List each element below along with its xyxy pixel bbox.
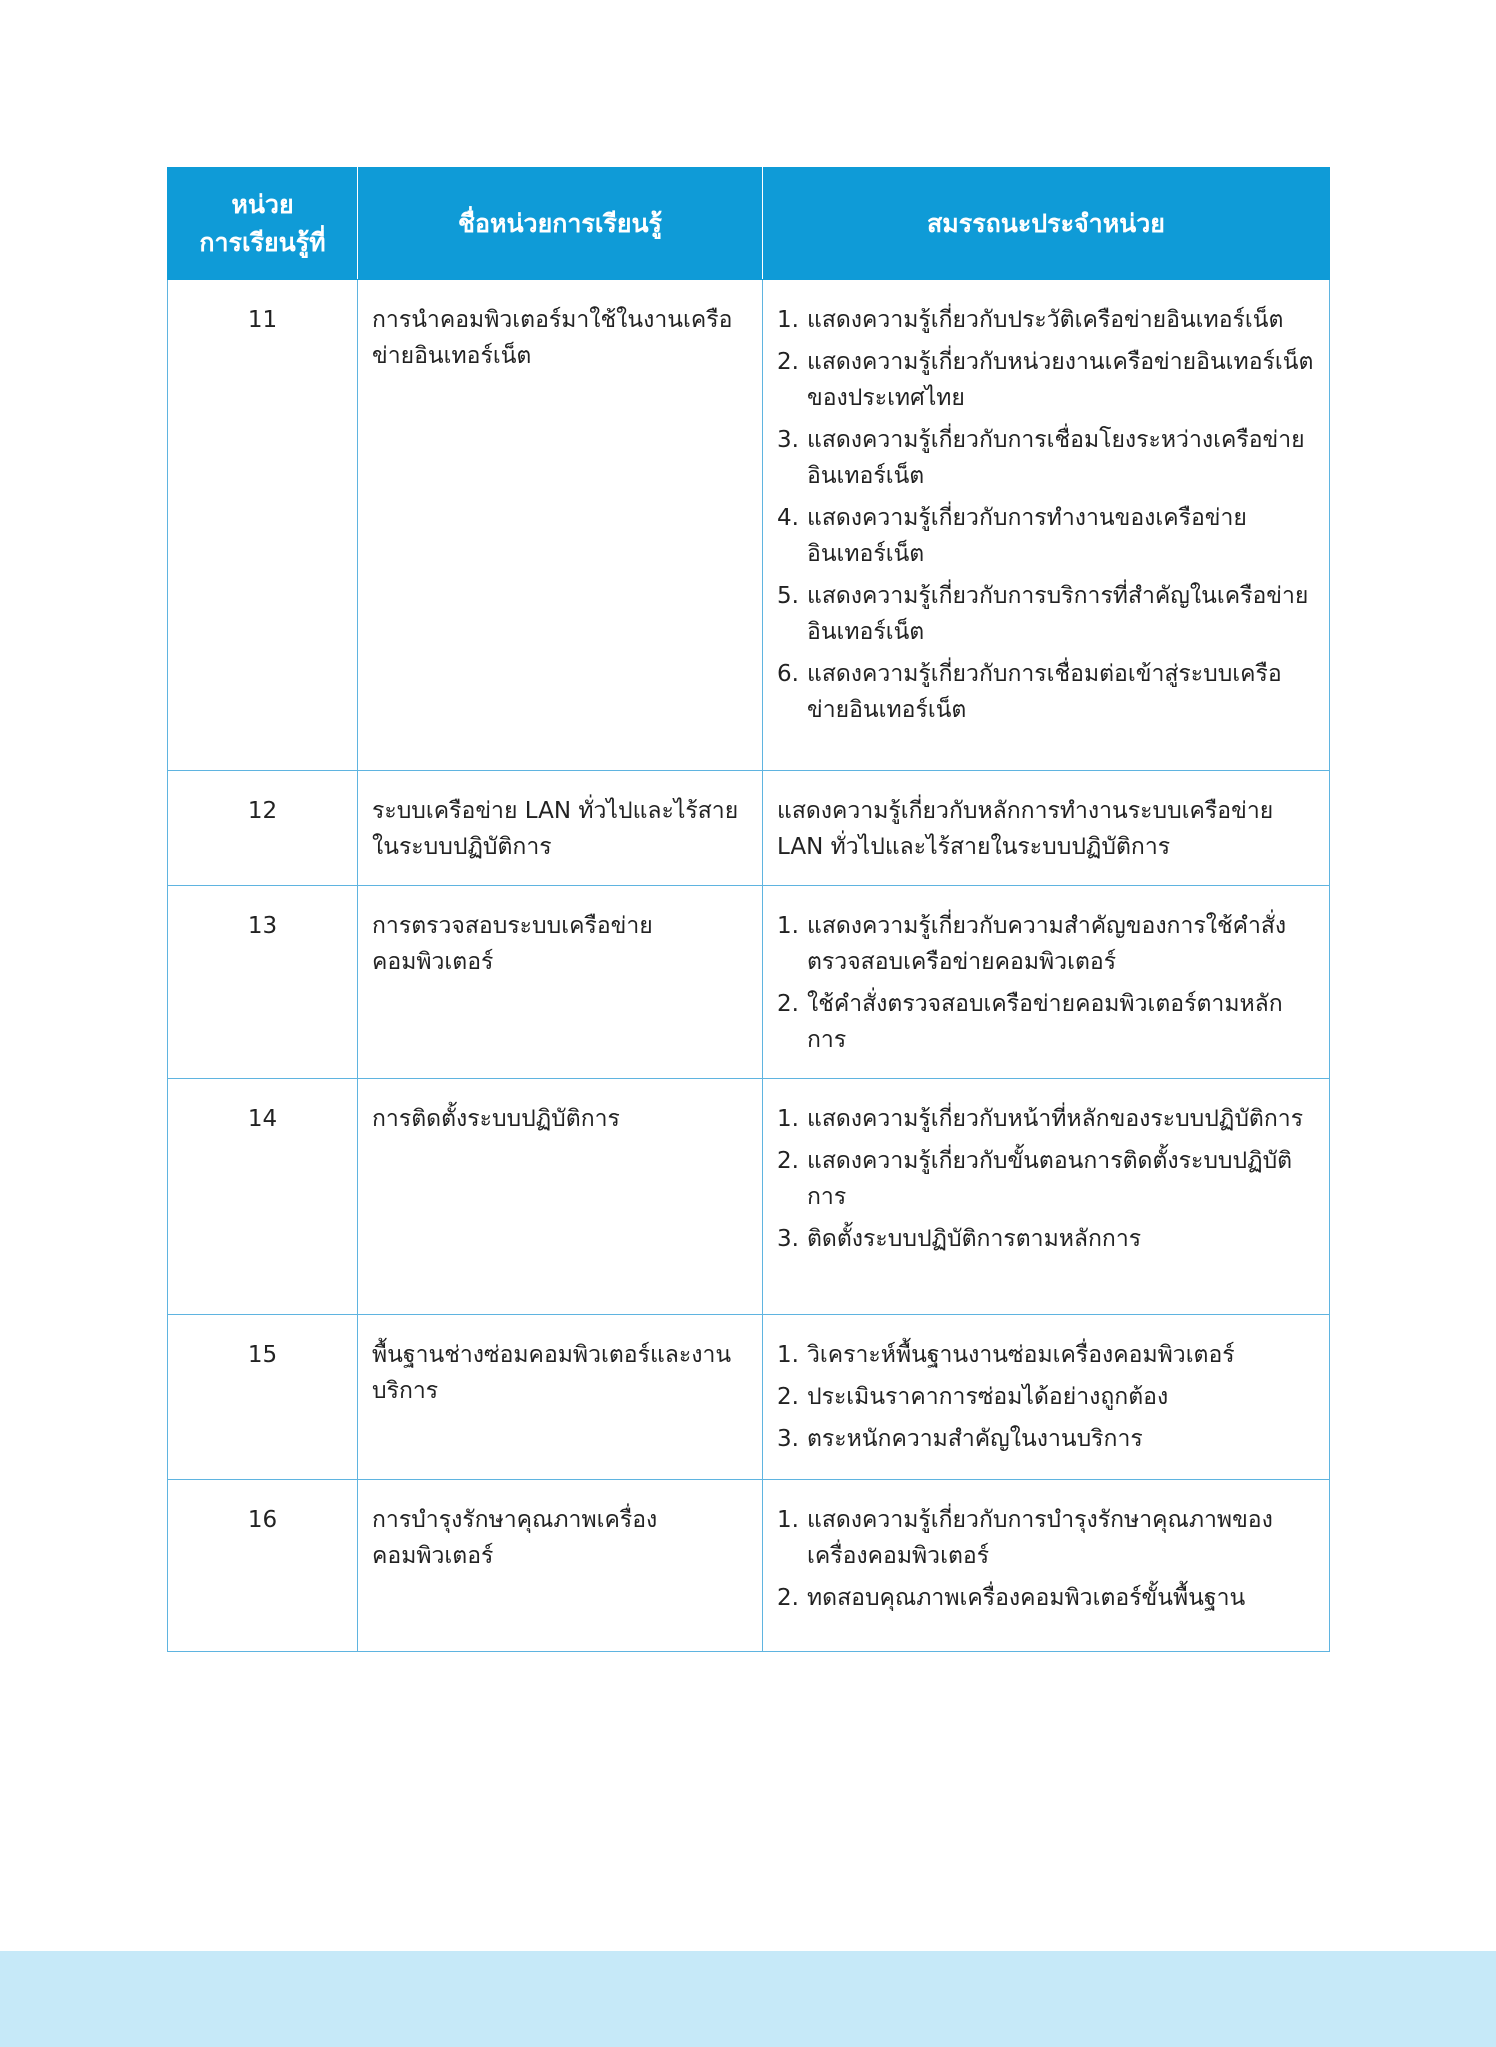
table-row [168, 886, 1330, 1079]
competency-item [777, 302, 1315, 338]
competency-item-text: แสดงความรู้เกี่ยวกับการเชื่อมโยงระหว่างเครือข่ายอินเทอร์เน็ต [807, 427, 1305, 489]
competency-item-number: 2. [777, 1148, 799, 1174]
competency-item [777, 1379, 1315, 1415]
learning-units-table [167, 167, 1330, 1652]
header-row [168, 168, 1330, 280]
unit-number-cell: 15 [168, 1315, 358, 1480]
competency-item-number: 2. [777, 349, 799, 375]
table-row [168, 771, 1330, 886]
header-unit-number [168, 168, 358, 280]
table-row [168, 280, 1330, 771]
header-competency: สมรรถนะประจำหน่วย [763, 168, 1330, 280]
competency-item [777, 422, 1315, 494]
competency-item [777, 1337, 1315, 1373]
table-row [168, 1480, 1330, 1652]
competency-item-text: วิเคราะห์พื้นฐานงานซ่อมเครื่องคอมพิวเตอร์ [807, 1342, 1235, 1368]
competency-list [777, 1337, 1315, 1457]
competency-item [777, 986, 1315, 1058]
competency-item-text: แสดงความรู้เกี่ยวกับการเชื่อมต่อเข้าสู่ระบบเครือข่ายอินเทอร์เน็ต [807, 661, 1282, 723]
competency-item-text: ทดสอบคุณภาพเครื่องคอมพิวเตอร์ขั้นพื้นฐาน [807, 1585, 1246, 1611]
competency-item-number: 2. [777, 1585, 799, 1611]
competency-item [777, 344, 1315, 416]
competency-item-text: แสดงความรู้เกี่ยวกับความสำคัญของการใช้คำสั่งตรวจสอบเครือข่ายคอมพิวเตอร์ [807, 913, 1287, 975]
competency-item [777, 1580, 1315, 1616]
competency-cell [763, 1315, 1330, 1480]
unit-name-cell: พื้นฐานช่างซ่อมคอมพิวเตอร์และงานบริการ [358, 1315, 763, 1480]
competency-item-text: แสดงความรู้เกี่ยวกับการบำรุงรักษาคุณภาพของเครื่องคอมพิวเตอร์ [807, 1507, 1273, 1569]
competency-item-text: ติดตั้งระบบปฏิบัติการตามหลักการ [807, 1226, 1142, 1252]
competency-item-number: 2. [777, 1384, 799, 1410]
table-header [168, 168, 1330, 280]
unit-name-cell: การบำรุงรักษาคุณภาพเครื่องคอมพิวเตอร์ [358, 1480, 763, 1652]
competency-item-text: แสดงความรู้เกี่ยวกับการทำงานของเครือข่ายอินเทอร์เน็ต [807, 505, 1247, 567]
competency-item-text: แสดงความรู้เกี่ยวกับประวัติเครือข่ายอินเทอร์เน็ต [807, 307, 1284, 333]
competency-item-text: ตระหนักความสำคัญในงานบริการ [807, 1426, 1143, 1452]
competency-item-number: 1. [777, 913, 799, 939]
competency-item-text: แสดงความรู้เกี่ยวกับหน่วยงานเครือข่ายอินเทอร์เน็ตของประเทศไทย [807, 349, 1314, 411]
competency-list [777, 908, 1315, 1058]
competency-item [777, 908, 1315, 980]
unit-name-cell: ระบบเครือข่าย LAN ทั่วไปและไร้สายในระบบปฏิบัติการ [358, 771, 763, 886]
unit-name-cell: การตรวจสอบระบบเครือข่ายคอมพิวเตอร์ [358, 886, 763, 1079]
competency-item [777, 656, 1315, 728]
unit-number-cell: 12 [168, 771, 358, 886]
competency-item [777, 578, 1315, 650]
header-unit-line1: หน่วย [231, 189, 294, 219]
unit-name-cell: การนำคอมพิวเตอร์มาใช้ในงานเครือข่ายอินเทอร์เน็ต [358, 280, 763, 771]
table-body [168, 280, 1330, 1652]
competency-item-number: 1. [777, 1106, 799, 1132]
competency-item-number: 6. [777, 661, 799, 687]
header-unit-name: ชื่อหน่วยการเรียนรู้ [358, 168, 763, 280]
unit-number-cell: 16 [168, 1480, 358, 1652]
competency-item [777, 1143, 1315, 1215]
competency-item-number: 3. [777, 427, 799, 453]
competency-item [777, 1421, 1315, 1457]
competency-item-text: แสดงความรู้เกี่ยวกับหน้าที่หลักของระบบปฏิบัติการ [807, 1106, 1304, 1132]
competency-item-number: 5. [777, 583, 799, 609]
table-row [168, 1079, 1330, 1315]
competency-item [777, 1101, 1315, 1137]
competency-item [777, 1502, 1315, 1574]
competency-item-number: 3. [777, 1426, 799, 1452]
competency-cell [763, 886, 1330, 1079]
competency-list [777, 302, 1315, 728]
unit-name-cell: การติดตั้งระบบปฏิบัติการ [358, 1079, 763, 1315]
competency-item-number: 2. [777, 991, 799, 1017]
unit-number-cell: 13 [168, 886, 358, 1079]
competency-item-number: 1. [777, 1342, 799, 1368]
table-row [168, 1315, 1330, 1480]
competency-list [777, 1101, 1315, 1257]
competency-cell: แสดงความรู้เกี่ยวกับหลักการทำงานระบบเครือข่าย LAN ทั่วไปและไร้สายในระบบปฏิบัติการ [763, 771, 1330, 886]
competency-item-text: ใช้คำสั่งตรวจสอบเครือข่ายคอมพิวเตอร์ตามหลักการ [807, 991, 1283, 1053]
unit-number-cell: 11 [168, 280, 358, 771]
competency-item-text: ประเมินราคาการซ่อมได้อย่างถูกต้อง [807, 1384, 1169, 1410]
competency-item-number: 1. [777, 1507, 799, 1533]
competency-cell [763, 280, 1330, 771]
unit-number-cell: 14 [168, 1079, 358, 1315]
competency-item-text: แสดงความรู้เกี่ยวกับขั้นตอนการติดตั้งระบบปฏิบัติการ [807, 1148, 1293, 1210]
competency-list [777, 1502, 1315, 1616]
competency-item-text: แสดงความรู้เกี่ยวกับการบริการที่สำคัญในเครือข่ายอินเทอร์เน็ต [807, 583, 1309, 645]
competency-item [777, 500, 1315, 572]
competency-item-number: 4. [777, 505, 799, 531]
footer-band [0, 1951, 1496, 2047]
competency-item-number: 1. [777, 307, 799, 333]
competency-cell [763, 1480, 1330, 1652]
competency-item [777, 1221, 1315, 1257]
competency-item-number: 3. [777, 1226, 799, 1252]
header-unit-line2: การเรียนรู้ที่ [199, 227, 326, 257]
competency-cell [763, 1079, 1330, 1315]
